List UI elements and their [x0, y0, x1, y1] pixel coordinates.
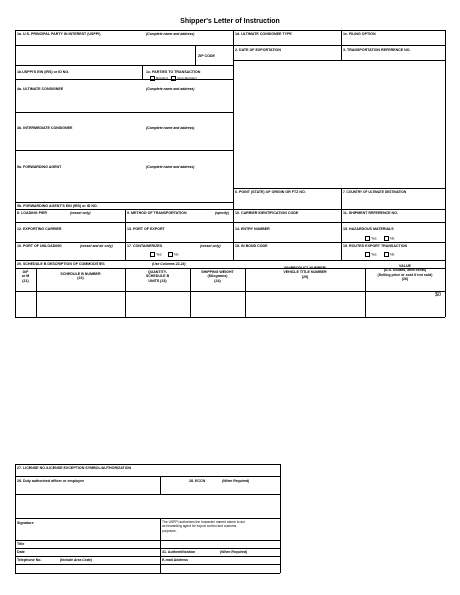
- exporting-carrier-label: 12. EXPORTING CARRIER: [17, 227, 62, 231]
- routed-yes-checkbox[interactable]: [365, 252, 370, 257]
- loading-pier-note: (vessel only): [70, 211, 91, 215]
- inbond-label: 18. IN BOND CODE: [235, 244, 268, 248]
- routed-no-checkbox[interactable]: [384, 252, 389, 257]
- eccn-label: 28. ECCN: [189, 479, 206, 483]
- non-related-checkbox[interactable]: [171, 76, 176, 81]
- authentication-note: (When Required): [220, 550, 248, 554]
- parties-label: 1c. PARTIES TO TRANSACTION: [146, 70, 201, 74]
- related-option[interactable]: Related Non-Related: [150, 76, 197, 81]
- zip-code-label: ZIP CODE: [198, 54, 215, 58]
- date-label: Date: [17, 550, 25, 554]
- destination-label: 7. COUNTRY OF ULTIMATE DESTINATION: [343, 190, 407, 194]
- email-label: E-mail Address: [162, 558, 189, 562]
- use-columns-note: (Use Columns 22-24): [152, 262, 186, 266]
- port-export-label: 13. PORT OF EXPORT: [127, 227, 165, 231]
- signature-label: Signature: [17, 521, 34, 525]
- consignee-label: 4a. ULTIMATE CONSIGNEE: [17, 87, 64, 91]
- containerized-label: 17. CONTAINERIZED: [127, 244, 163, 248]
- carrier-id-label: 10. CARRIER IDENTIFICATION CODE: [235, 211, 299, 215]
- usppi-label: 1a. U.S. PRINCIPAL PARTY IN INTEREST (USPPI): [17, 32, 101, 36]
- hazardous-options[interactable]: Yes No: [365, 236, 394, 241]
- containerized-no-checkbox[interactable]: [168, 252, 173, 257]
- eccn-note: (When Required): [222, 479, 250, 483]
- containerized-options[interactable]: Yes No: [150, 252, 178, 257]
- column-header-quantity: QUANTITY- SCHEDULE B UNITS (23): [145, 270, 170, 283]
- unloading-label: 16. PORT OF UNLOADING: [17, 244, 62, 248]
- column-header-schedule-b: SCHEDULE B NUMBER (22): [60, 272, 101, 281]
- transport-reference-label: 3. TRANSPORTATION REFERENCE NO.: [343, 48, 411, 52]
- usppi-ein-label: 1b.USPPI'S EIN (IRS) or ID NO.: [17, 70, 70, 74]
- intermediate-note: (Complete name and address): [146, 126, 195, 130]
- hazardous-no-checkbox[interactable]: [384, 236, 389, 241]
- forwarding-note: (Complete name and address): [146, 165, 195, 169]
- consignee-type-label: 1d. ULTIMATE CONSIGNEE TYPE: [235, 32, 292, 36]
- title-label: Title: [17, 542, 25, 546]
- column-header-weight: SHIPPING WEIGHT (Kilograms) (24): [201, 270, 234, 283]
- area-code-note: (Include Area Code): [60, 558, 92, 562]
- routed-label: 19. ROUTED EXPORT TRANSACTION: [343, 244, 408, 248]
- filing-option-label: 1e. FILING OPTION: [343, 32, 376, 36]
- authentication-label: 31. Authentification: [162, 550, 196, 554]
- license-label: 27. LICENSE NO./LICENSE EXCEPTION SYMBOL/AUTHORIZATION: [17, 466, 132, 470]
- telephone-label: Telephone No.: [17, 558, 42, 562]
- routed-options[interactable]: Yes No: [365, 252, 394, 257]
- shipment-ref-label: 11. SHIPMENT REFERENCE NO.: [343, 211, 398, 215]
- containerized-note: (vessel only): [200, 244, 221, 248]
- page-title: Shipper's Letter of Instruction: [180, 18, 280, 25]
- hazardous-yes-checkbox[interactable]: [365, 236, 370, 241]
- entry-number-label: 14. ENTRY NUMBER: [235, 227, 270, 231]
- forwarding-label: 5a. FORWARDING AGENT: [17, 165, 62, 169]
- column-header-dfm: D/F or M (21): [21, 270, 30, 283]
- officer-label: 28. Duly authorized officer or employee: [17, 479, 85, 483]
- authorization-text: The USPPI authorizes the forwarder named above to act as forwarding agent for export control and customs purposes.: [162, 520, 245, 533]
- containerized-yes-checkbox[interactable]: [150, 252, 155, 257]
- hazardous-label: 15. HAZARDOUS MATERIALS: [343, 227, 394, 231]
- usppi-note: (Complete name and address): [146, 32, 195, 36]
- loading-pier-label: 8. LOADING PIER: [17, 211, 47, 215]
- related-checkbox[interactable]: [150, 76, 155, 81]
- column-header-vin: VIN/PRODUCT NUMBER/ VEHICLE TITLE NUMBER (25): [283, 266, 327, 279]
- method-label: 9. METHOD OF TRANSPORTATION: [127, 211, 187, 215]
- unloading-note: (vessel and air only): [80, 244, 113, 248]
- export-date-label: 2. DATE OF EXPORTATION: [235, 48, 281, 52]
- schedule-b-description-label: 20. SCHEDULE B DESCRIPTION OF COMMODITIES: [17, 262, 105, 266]
- origin-label: 6. POINT (STATE) OF ORIGIN OR FTZ NO.: [235, 190, 306, 194]
- intermediate-label: 4b. INTERMEDIATE CONSIGNEE: [17, 126, 73, 130]
- consignee-note: (Complete name and address): [146, 87, 195, 91]
- value-amount[interactable]: $0: [435, 292, 442, 298]
- method-note: (specify): [215, 211, 229, 215]
- column-header-value: VALUE (U.S. Dollars, omit cents) (Selling price or cost if not sold) (26): [377, 264, 433, 282]
- forwarding-ein-label: 5b. FORWARDING AGENT'S EIN (IRS) or ID NO.: [17, 204, 98, 208]
